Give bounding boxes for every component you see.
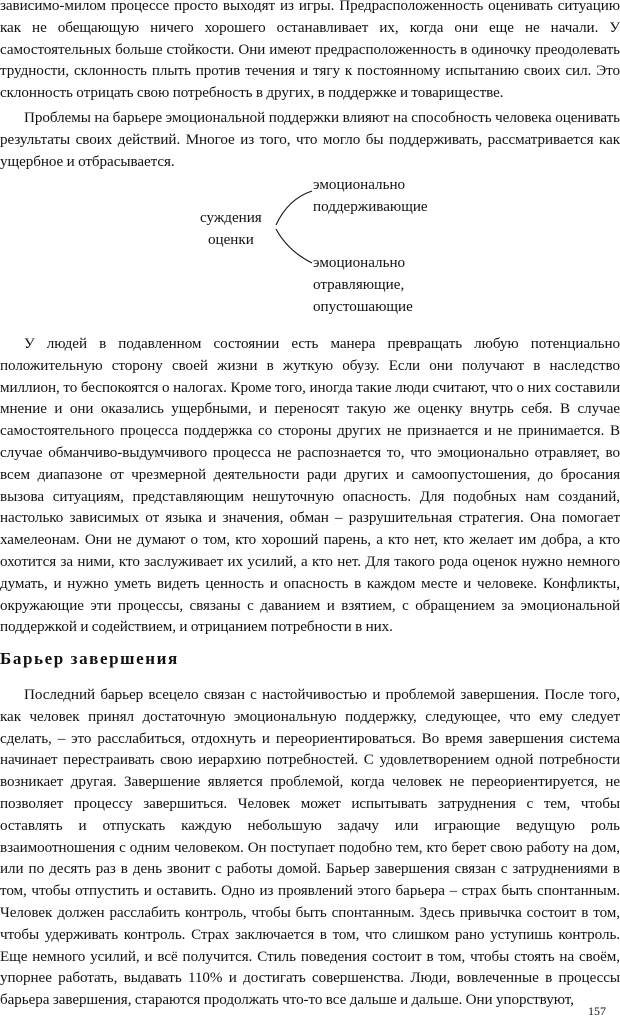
page-number: 157 — [588, 1004, 606, 1018]
diagram-branch-poisoning — [313, 253, 413, 318]
diagram-branch-line: эмоционально — [313, 177, 406, 193]
judgment-diagram — [190, 173, 450, 313]
diagram-branch-line: опустошающие — [313, 298, 413, 315]
paragraph-continuation: зависимо-милом процессе просто выходят из игры. Предрасположенность оценивать ситуацию как не обещающую ничего хорошего останавливает их, когда они еще не начали. У самостоятельных больше стойкости. Они имеют предрасположенность в одиночку преодолевать трудности, склонность плыть против течения и тягу к постоянному испытанию своих сил. Это склонность отрицать свою потребность в других, в поддержке и товариществе. — [0, 0, 620, 102]
diagram-root-line: суждения — [200, 210, 262, 226]
diagram-branch-supporting — [313, 175, 428, 219]
paragraph-depressed-state: У людей в подавленном состоянии есть манера превращать любую потенциально положительную сторону своей жизни в жуткую обузу. Если они получают в наследство миллион, то беспокоятся о налогах. Кроме того, иногда такие люди считают, что о них составили мнение и они оказались ущербными, и переносят такую же оценку внутрь себя. В случае самостоятельного процесса поддержка со стороны других не признается и не принимается. В случае обманчиво-выдумчивого процесса не распознается то, что эмоционально отравляет, во всем диапазоне от чрезмерной деятельности ради других и самоопустошения, до бросания вызова ситуациям, представляющим нешуточную опасность. Для подобных нам созданий, настолько зависимых от языка и значения, обман – разрушительная стратегия. Она помогает хамелеонам. Они не думают о том, кто хороший парень, а кто нет, кто желает им добра, а кто охотится за ними, кто заслуживает их усилий, а кто нет. Для такого рода оценок нужно немного думать, и нужно уметь видеть ценность и опасность в каждом месте и человеке. Конфликты, окружающие эти процессы, связаны с даванием и взятием, с обращением за эмоциональной поддержкой и содействием, и отрицанием потребности в них. — [0, 336, 620, 636]
diagram-branch-line: эмоционально — [313, 255, 406, 271]
branch-line-top — [276, 191, 312, 225]
paragraph-emotional-support: Проблемы на барьере эмоциональной поддержки влияют на способность человека оценивать результаты своих действий. Многое из того, что могло бы поддерживать, рассматривается как ущербное и отбрасывается. — [0, 110, 620, 170]
diagram-root-label — [200, 208, 262, 252]
diagram-branch-line: поддерживающие — [313, 198, 428, 215]
paragraph-completion-barrier: Последний барьер всецело связан с настойчивостью и проблемой завершения. После того, как человек принял достаточную эмоциональную поддержку, следующее, что ему следует сделать, – это расслабиться, отдохнуть и переориентироваться. Во время завершения система начинает перестраивать свою иерархию потребностей. С удовлетворением одной потребности возникает другая. Завершение является проблемой, когда человек не переориентируется, не позволяет процессу завершиться. Человек может испытывать затруднения с тем, чтобы оставлять и отпускать каждую небольшую задачу или играющие ведущую роль взаимоотношения с одним человеком. Он поступает подобно тем, кто берет свою работу на дом, или по десять раз в день звонит с работы домой. Барьер завершения связан с затруднениями в том, чтобы отпустить и оставить. Одно из проявлений этого барьера – страх быть спонтанным. Человек должен расслабить контроль, чтобы быть спонтанным. Здесь привычка состоит в том, чтобы удерживать контроль. Страх заключается в том, что слишком рано уступишь контроль. Еще немного усилий, и всё получится. Стиль поведения состоит в том, чтобы стоять на своём, упорнее работать, выдавать 110% и достигать совершенства. Люди, вовлеченные в процессы барьера завершения, стараются продолжать что-то все дальше и дальше. Они упорствуют, — [0, 687, 620, 1009]
section-heading: Барьер завершения — [0, 649, 179, 668]
branch-line-bottom — [276, 229, 312, 263]
diagram-root-line: оценки — [207, 231, 254, 248]
diagram-branch-line: отравляющие, — [313, 276, 405, 293]
